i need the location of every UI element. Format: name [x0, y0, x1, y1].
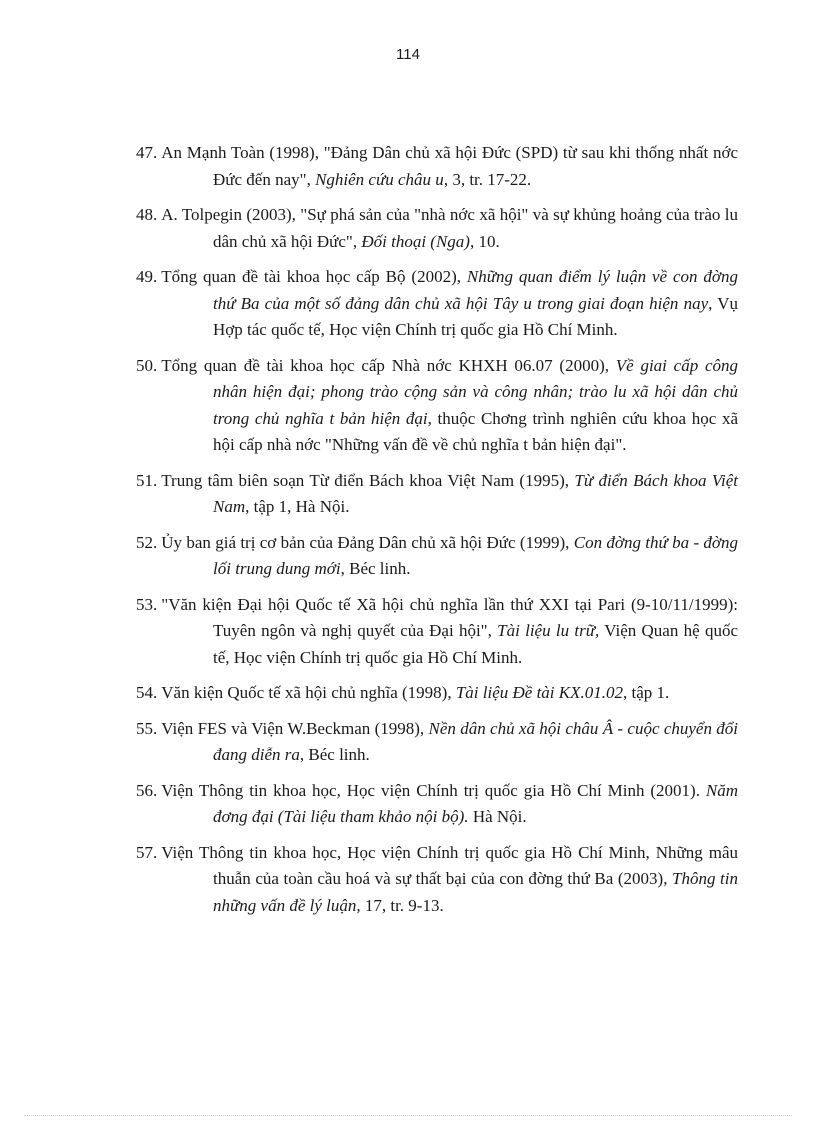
reference-title: Thông tin những vấn đề lý luận, — [213, 869, 739, 915]
reference-detail: , tập 1. — [623, 683, 670, 702]
reference-detail: Hà Nội. — [468, 807, 527, 826]
reference-title: Nền dân chủ xã hội châu Â - cuộc chuyển đổi đang diễn ra — [213, 718, 739, 764]
reference-title: Năm đơng đại (Tài liệu tham khảo nội bộ). — [213, 780, 738, 826]
reference-detail: , tập 1, Hà Nội. — [245, 497, 350, 516]
reference-title: Từ điển Bách khoa Việt Nam — [213, 470, 738, 516]
reference-number: 47. — [136, 143, 158, 162]
reference-item — [136, 778, 738, 831]
page-number: 114 — [396, 46, 420, 63]
reference-text: Viện Thông tin khoa học, Học viện Chính trị quốc gia Hồ Chí Minh (2001). — [161, 780, 706, 800]
reference-number: 55. — [136, 718, 158, 738]
reference-number: 51. — [136, 470, 158, 490]
reference-detail: Viện Quan hệ quốc tế, Học viện Chính trị quốc gia Hồ Chí Minh. — [213, 621, 738, 667]
reference-title: Tài liệu Đề tài KX.01.02 — [455, 683, 624, 702]
reference-number: 50. — [136, 355, 158, 375]
reference-item — [136, 716, 738, 769]
reference-detail: , thuộc Chơng trình nghiên cứu khoa học xã hội cấp nhà nớc "Những vấn đề về chủ nghĩa t bản hiện đại". — [213, 408, 738, 454]
reference-number: 54. — [136, 683, 158, 702]
reference-item — [136, 202, 738, 255]
reference-number: 56. — [136, 780, 158, 800]
reference-item — [136, 353, 738, 459]
reference-title: Nghiên cứu châu u — [315, 169, 444, 189]
reference-list — [136, 140, 738, 928]
reference-text: Tổng quan đề tài khoa học cấp Nhà nớc KHXH 06.07 (2000), — [161, 355, 616, 375]
reference-text: An Mạnh Toàn (1998), "Đảng Dân chủ xã hội Đức (SPD) từ sau khi thống nhất nớc Đức đến nay", — [161, 143, 738, 189]
reference-title: Tài liệu lu trữ, — [497, 621, 600, 640]
reference-title: Những quan điểm lý luận về con đờng thứ Ba của một số đảng dân chủ xã hội Tây u trong giai đoạn hiện nay — [213, 267, 739, 313]
reference-detail: , 10. — [469, 231, 500, 251]
page-bottom-rule — [24, 1115, 792, 1116]
reference-item — [136, 592, 738, 672]
reference-number: 48. — [136, 205, 158, 224]
reference-text: Trung tâm biên soạn Từ điển Bách khoa Việt Nam (1995), — [161, 470, 575, 490]
reference-title: Đối thoại (Nga) — [361, 231, 470, 251]
reference-item — [136, 140, 738, 193]
reference-title: Về giai cấp công nhân hiện đại; phong trào cộng sản và công nhân; trào lu xã hội dân chủ trong chủ nghĩa t bản hiện đại — [213, 355, 739, 428]
reference-detail: , Béc linh. — [299, 745, 370, 764]
reference-detail: , Vụ Hợp tác quốc tế, Học viện Chính trị quốc gia Hồ Chí Minh. — [213, 293, 738, 339]
reference-text: Tổng quan đề tài khoa học cấp Bộ (2002), — [161, 267, 467, 286]
reference-number: 52. — [136, 532, 158, 552]
reference-text: A. Tolpegin (2003), "Sự phá sản của "nhà nớc xã hội" và sự khủng hoảng của trào lu dân chủ xã hội Đức", — [161, 205, 738, 251]
reference-number: 53. — [136, 594, 158, 614]
reference-detail: , Béc linh. — [340, 559, 411, 578]
reference-item — [136, 840, 738, 920]
reference-text: Văn kiện Quốc tế xã hội chủ nghĩa (1998), — [161, 683, 456, 702]
reference-item — [136, 468, 738, 521]
reference-text: Viện FES và Viện W.Beckman (1998), — [161, 718, 429, 738]
reference-text: Viện Thông tin khoa học, Học viện Chính trị quốc gia Hồ Chí Minh, Những mâu thuẫn của toàn cầu hoá và sự thất bại của con đờng thứ Ba (2003), — [161, 842, 738, 888]
reference-number: 57. — [136, 842, 158, 862]
reference-number: 49. — [136, 267, 158, 286]
reference-detail: , 3, tr. 17-22. — [443, 169, 532, 189]
reference-detail: 17, tr. 9-13. — [360, 895, 444, 915]
reference-item — [136, 530, 738, 583]
reference-item — [136, 264, 738, 344]
reference-text: Ủy ban giá trị cơ bản của Đảng Dân chủ xã hội Đức (1999), — [161, 532, 574, 552]
reference-text: "Văn kiện Đại hội Quốc tế Xã hội chủ nghĩa lần thứ XXI tại Pari (9-10/11/1999): Tuyên ngôn và nghị quyết của Đại hội", — [161, 594, 738, 640]
reference-item — [136, 680, 738, 707]
reference-title: Con đờng thứ ba - đờng lối trung dung mới — [213, 532, 738, 578]
